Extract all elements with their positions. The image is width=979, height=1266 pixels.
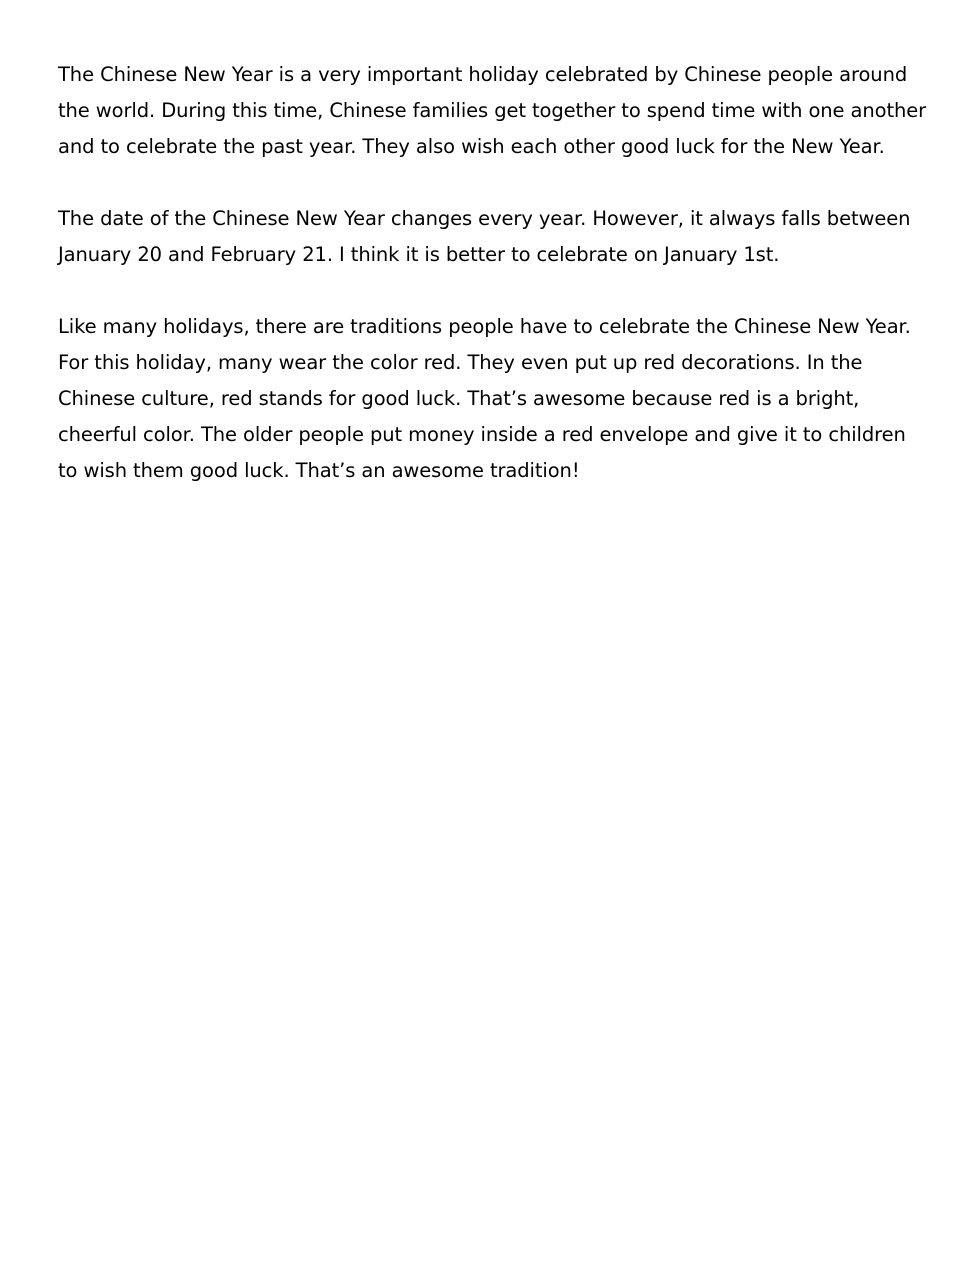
document-body — [58, 57, 928, 489]
paragraph-1: The Chinese New Year is a very important holiday celebrated by Chinese people around the world. During this time, Chinese families get together to spend time with one another and to celebrate the past year. They also wish each other good luck for the New Year. — [58, 63, 927, 158]
paragraph-2: The date of the Chinese New Year changes every year. However, it always falls between January 20 and February 21. I think it is better to celebrate on January 1st. — [58, 207, 911, 266]
paragraph-3: Like many holidays, there are traditions people have to celebrate the Chinese New Year. For this holiday, many wear the color red. They even put up red decorations. In the Chinese culture, red stands for good luck. That’s awesome because red is a bright, cheerful color. The older people put money inside a red envelope and give it to children to wish them good luck. That’s an awesome tradition! — [58, 315, 911, 482]
